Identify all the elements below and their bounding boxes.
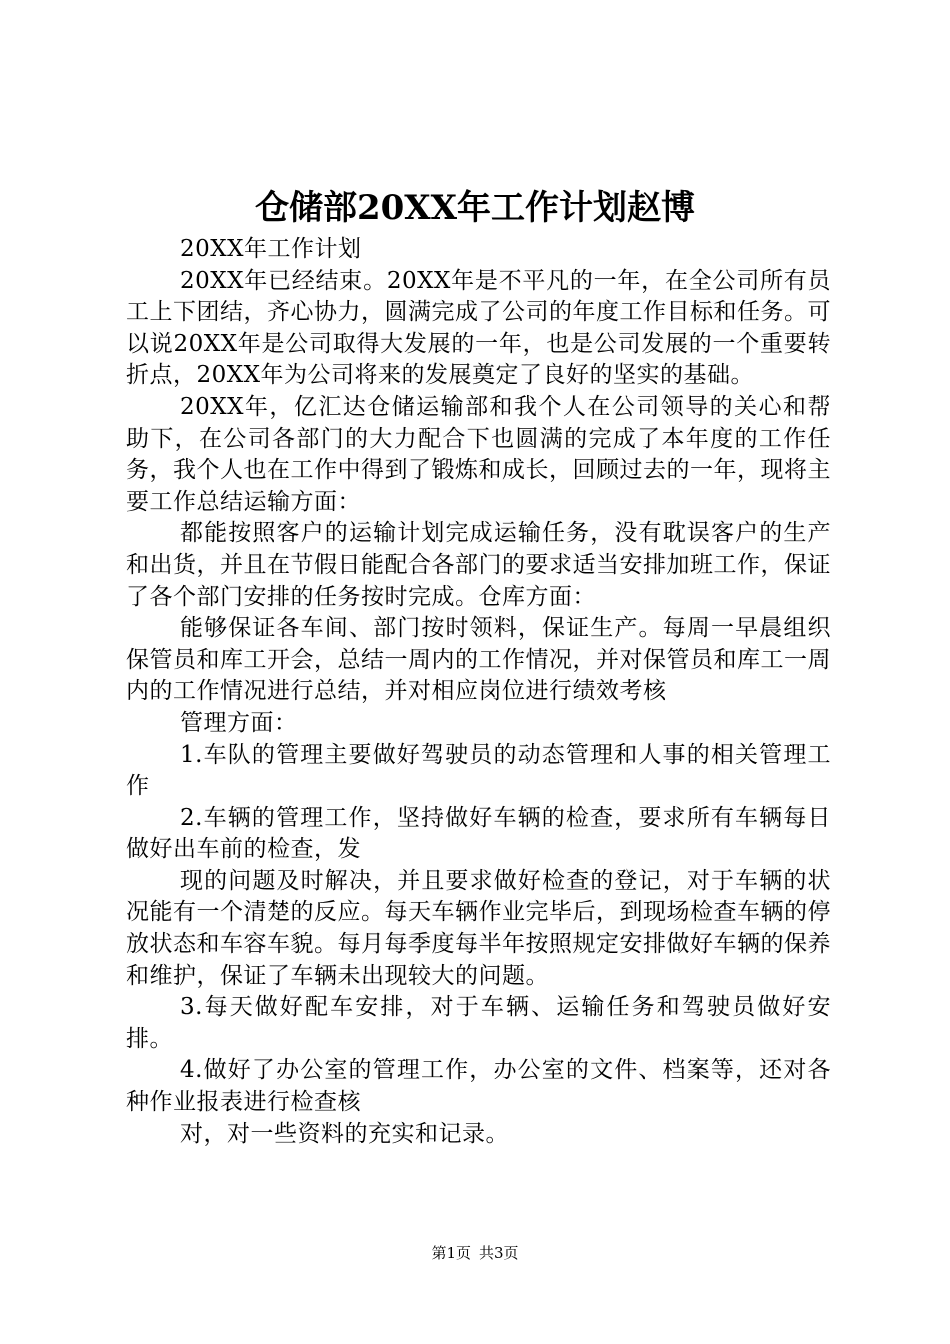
page-total: 共3页	[479, 1244, 519, 1262]
document-body	[126, 234, 831, 1150]
paragraph-management-heading: 管理方面：	[180, 709, 298, 736]
page-footer	[0, 1243, 950, 1263]
page-number: 第1页	[431, 1244, 471, 1262]
paragraph-item-4: 4.做好了办公室的管理工作，办公室的文件、档案等，还对各种作业报表进行检查核	[126, 1057, 831, 1116]
document-title: 仓储部20XX年工作计划赵博	[254, 188, 696, 228]
paragraph-year-summary: 20XX年已经结束。20XX年是不平凡的一年，在全公司所有员工上下团结，齐心协力，圆满完成了公司的年度工作目标和任务。可以说20XX年是公司取得大发展的一年，也是公司发展的一个重要转折点，20XX年为公司将来的发展奠定了良好的坚实的基础。	[126, 267, 831, 389]
paragraph-item-3: 3.每天做好配车安排，对于车辆、运输任务和驾驶员做好安排。	[126, 994, 831, 1052]
paragraph-warehouse: 能够保证各车间、部门按时领料，保证生产。每周一早晨组织保管员和库工开会，总结一周内的工作情况，并对保管员和库工一周内的工作情况进行总结，并对相应岗位进行绩效考核	[126, 615, 831, 705]
paragraph-plan-heading: 20XX年工作计划	[180, 236, 362, 262]
paragraph-item-1: 1.车队的管理主要做好驾驶员的动态管理和人事的相关管理工作	[126, 741, 831, 800]
paragraph-department-review: 20XX年，亿汇达仓储运输部和我个人在公司领导的关心和帮助下，在公司各部门的大力配合下也圆满的完成了本年度的工作任务，我个人也在工作中得到了锻炼和成长，回顾过去的一年，现将主要工作总结运输方面：	[126, 393, 831, 515]
paragraph-transport: 都能按照客户的运输计划完成运输任务，没有耽误客户的生产和出货，并且在节假日能配合各部门的要求适当安排加班工作，保证了各个部门安排的任务按时完成。仓库方面：	[126, 520, 831, 610]
paragraph-item-4-continued: 对，对一些资料的充实和记录。	[180, 1120, 509, 1147]
paragraph-item-2: 2.车辆的管理工作，坚持做好车辆的检查，要求所有车辆每日做好出车前的检查，发	[126, 804, 831, 863]
paragraph-item-2-continued: 现的问题及时解决，并且要求做好检查的登记，对于车辆的状况能有一个清楚的反应。每天车辆作业完毕后，到现场检查车辆的停放状态和车容车貌。每月每季度每半年按照规定安排做好车辆的保养和维护，保证了车辆未出现较大的问题。	[126, 867, 831, 989]
